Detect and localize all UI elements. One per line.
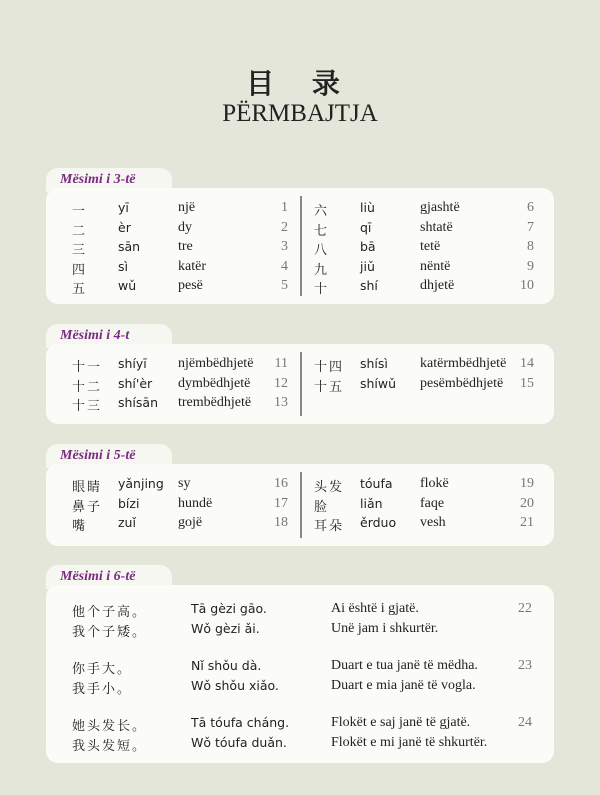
chinese-word: 十五 <box>314 379 345 395</box>
page-number: 9 <box>527 258 534 274</box>
albanian-word: pesë <box>178 278 203 293</box>
lesson-6-label: Mësimi i 6-të <box>60 569 136 584</box>
pinyin: shí'èr <box>118 375 153 391</box>
albanian-word: dy <box>178 219 192 235</box>
page-number: 7 <box>527 219 534 235</box>
pinyin: shísān <box>118 395 159 410</box>
pinyin: shí <box>360 278 378 293</box>
pinyin: shíyī <box>118 356 147 371</box>
pinyin: yī <box>118 200 129 215</box>
chinese-word: 五 <box>72 282 88 297</box>
albanian-word: trembëdhjetë <box>178 395 252 410</box>
chinese-word: 耳朵 <box>314 519 345 534</box>
page-number: 21 <box>520 515 534 530</box>
lesson-3-card <box>46 188 554 304</box>
albanian-word: gjashtë <box>420 200 460 215</box>
albanian-sentence: Ai është i gjatë. <box>331 601 419 616</box>
albanian-word: tetë <box>420 239 441 254</box>
page-number: 15 <box>520 375 534 391</box>
pinyin: bā <box>360 239 376 254</box>
pinyin: wǔ <box>118 278 137 293</box>
albanian-sentence: Duart e tua janë të mëdha. <box>331 658 478 673</box>
pinyin: bízi <box>118 495 140 511</box>
chinese-sentence: 她头发长。 <box>72 719 148 734</box>
page-number: 22 <box>518 601 532 616</box>
albanian-word: dhjetë <box>420 278 455 293</box>
lesson-5-card <box>46 464 554 546</box>
chinese-word: 二 <box>72 223 88 239</box>
pinyin: shísì <box>360 356 388 371</box>
pinyin: yǎnjing <box>118 476 164 491</box>
pinyin: sì <box>118 258 128 274</box>
page-number: 18 <box>274 515 288 530</box>
chinese-word: 八 <box>314 243 330 258</box>
page-number: 17 <box>274 495 288 511</box>
lesson-5-label: Mësimi i 5-të <box>60 448 136 463</box>
chinese-word: 九 <box>314 262 330 278</box>
chinese-word: 四 <box>72 262 88 278</box>
chinese-word: 十 <box>314 282 330 297</box>
pinyin-sentence: Tā gèzi gāo. <box>191 601 267 616</box>
page-number: 10 <box>520 278 534 293</box>
page-number: 14 <box>520 356 534 371</box>
albanian-word: katërmbëdhjetë <box>420 356 507 371</box>
chinese-sentence: 他个子高。 <box>72 605 148 620</box>
chinese-word: 十一 <box>72 360 103 375</box>
lesson-6-card <box>46 585 554 763</box>
page-number: 8 <box>527 239 534 254</box>
albanian-word: vesh <box>420 515 446 530</box>
pinyin: jiǔ <box>360 258 375 274</box>
page-number: 6 <box>527 200 534 215</box>
pinyin: èr <box>118 219 131 235</box>
albanian-word: sy <box>178 476 191 491</box>
chinese-word: 七 <box>314 223 330 239</box>
albanian-word: shtatë <box>420 219 453 235</box>
albanian-word: flokë <box>420 476 449 491</box>
lesson-3-label: Mësimi i 3-të <box>60 172 136 187</box>
pinyin-sentence: Nǐ shǒu dà. <box>191 658 262 673</box>
pinyin: liù <box>360 200 375 215</box>
albanian-word: njëmbëdhjetë <box>178 356 254 371</box>
pinyin: sān <box>118 239 141 254</box>
page-number: 20 <box>520 495 534 511</box>
page-number: 2 <box>281 219 288 235</box>
lesson-4-card <box>46 344 554 424</box>
page-number: 1 <box>281 200 288 215</box>
albanian-word: katër <box>178 258 206 274</box>
pinyin: qī <box>360 219 372 235</box>
page-number: 24 <box>518 715 532 730</box>
chinese-word: 鼻子 <box>72 499 103 515</box>
chinese-sentence: 我个子矮。 <box>72 625 148 640</box>
pinyin: tóufa <box>360 476 393 491</box>
albanian-sentence: Flokët e mi janë të shkurtër. <box>331 735 488 750</box>
page-number: 3 <box>281 239 288 254</box>
chinese-sentence: 我头发短。 <box>72 739 148 754</box>
pinyin-sentence: Wǒ gèzi ǎi. <box>191 621 260 636</box>
albanian-word: një <box>178 200 196 215</box>
pinyin: liǎn <box>360 495 383 511</box>
page-number: 19 <box>520 476 534 491</box>
page-number: 13 <box>274 395 288 410</box>
chinese-word: 脸 <box>314 499 330 515</box>
column-divider <box>300 196 302 296</box>
chinese-word: 嘴 <box>72 519 88 534</box>
column-divider <box>300 472 302 538</box>
page-number: 23 <box>518 658 532 673</box>
chinese-sentence: 你手大。 <box>72 662 133 677</box>
pinyin-sentence: Wǒ shǒu xiǎo. <box>191 678 279 693</box>
albanian-word: faqe <box>420 495 445 511</box>
pinyin-sentence: Tā tóufa cháng. <box>191 715 290 730</box>
chinese-word: 一 <box>72 204 88 219</box>
pinyin: zuǐ <box>118 515 136 530</box>
chinese-word: 十二 <box>72 379 103 395</box>
chinese-word: 三 <box>72 243 88 258</box>
page-number: 11 <box>274 356 288 371</box>
page-number: 4 <box>281 258 288 274</box>
pinyin: shíwǔ <box>360 375 397 391</box>
page-number: 16 <box>274 476 288 491</box>
title-chinese: 目 录 <box>246 67 354 100</box>
albanian-sentence: Unë jam i shkurtër. <box>331 621 439 636</box>
albanian-word: gojë <box>178 515 203 530</box>
chinese-word: 十三 <box>72 399 103 414</box>
albanian-word: dymbëdhjetë <box>178 375 251 391</box>
title-albanian: PËRMBAJTJA <box>222 100 378 127</box>
pinyin: ěrduo <box>360 515 397 530</box>
chinese-word: 头发 <box>314 480 345 495</box>
chinese-sentence: 我手小。 <box>72 682 133 697</box>
albanian-word: pesëmbëdhjetë <box>420 375 504 391</box>
albanian-sentence: Flokët e saj janë të gjatë. <box>331 715 471 730</box>
chinese-word: 十四 <box>314 360 345 375</box>
chinese-word: 六 <box>314 204 330 219</box>
pinyin-sentence: Wǒ tóufa duǎn. <box>191 735 287 750</box>
albanian-sentence: Duart e mia janë të vogla. <box>331 678 476 693</box>
lesson-4-label: Mësimi i 4-t <box>60 328 130 343</box>
column-divider <box>300 352 302 416</box>
chinese-word: 眼睛 <box>72 480 103 495</box>
albanian-word: nëntë <box>420 258 451 274</box>
page-number: 12 <box>274 375 288 391</box>
page-number: 5 <box>281 278 288 293</box>
albanian-word: hundë <box>178 495 213 511</box>
albanian-word: tre <box>178 239 193 254</box>
